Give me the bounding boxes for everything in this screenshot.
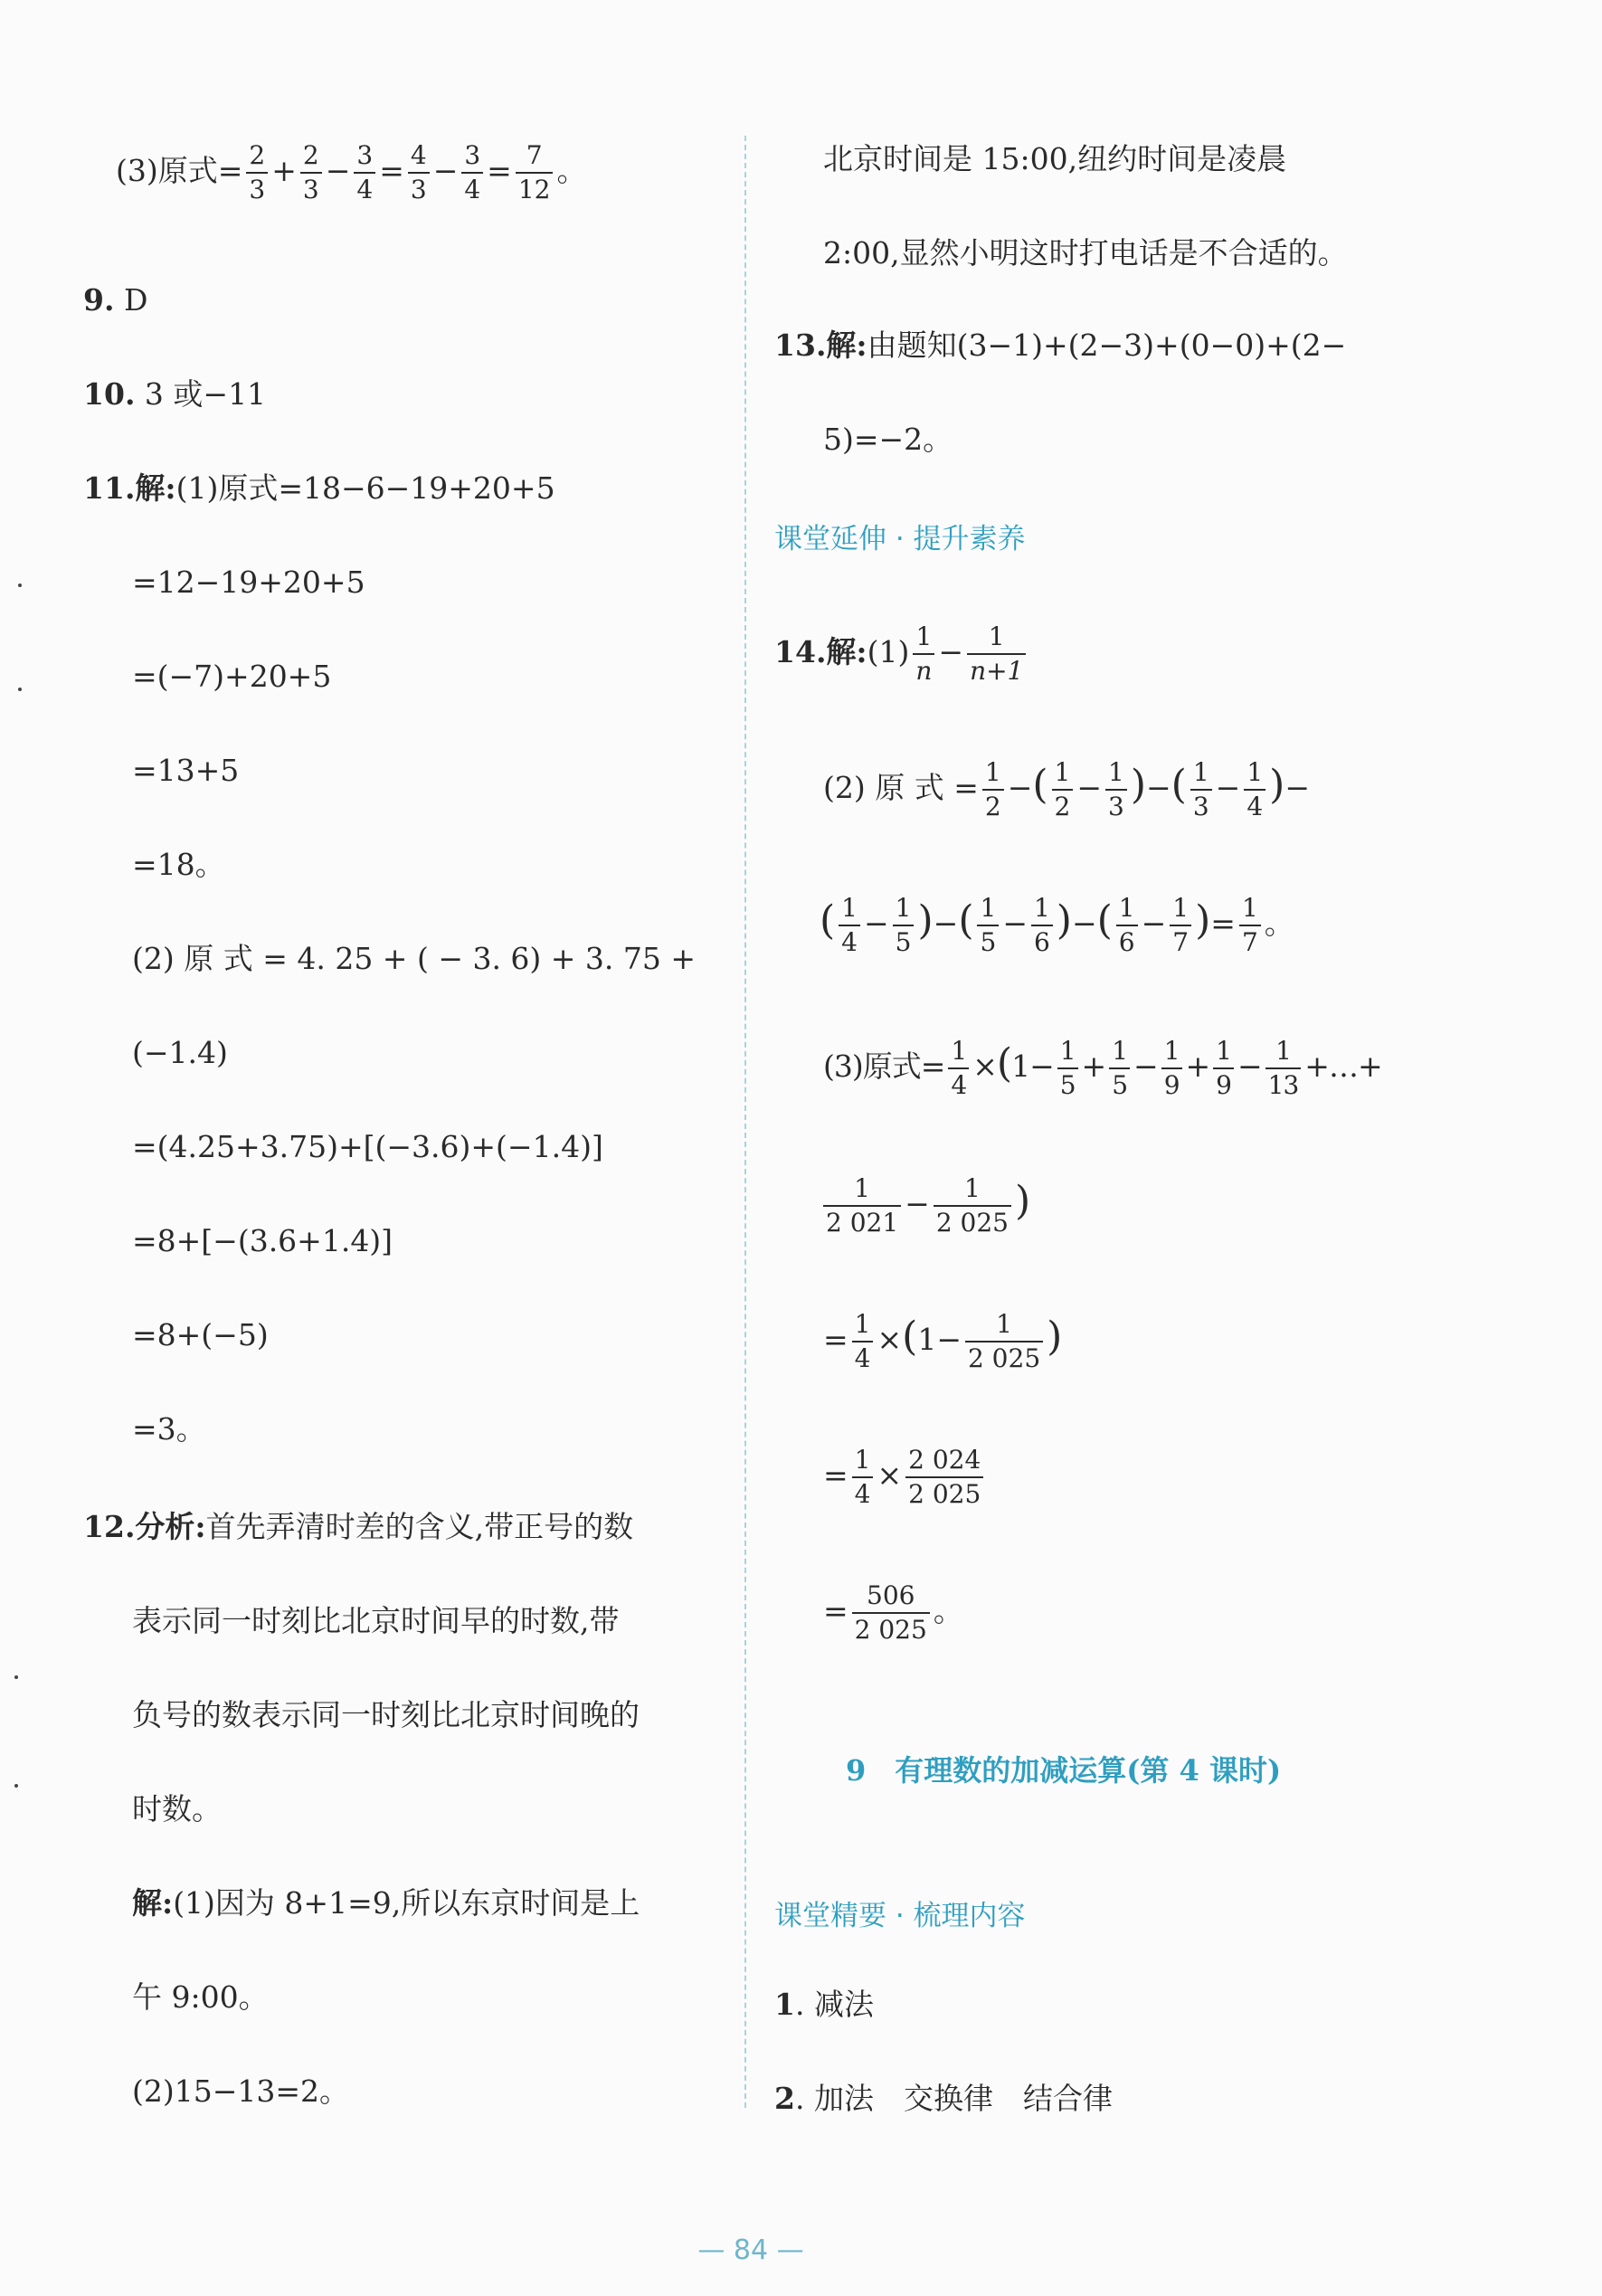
q14-part3-line3: = $\frac{1}{4}$ ×(1− $\frac{1}{2 025}$ ) [823,1309,1063,1373]
q11-line: (−1.4) [132,1035,228,1070]
fraction: $\frac{1}{n+1}$ [967,624,1026,684]
q11-line: =3。 [132,1411,206,1447]
q12-cont-line: 北京时间是 15:00,纽约时间是凌晨 [823,141,1287,176]
q8-prefix: (3)原式= [116,153,243,188]
q14-part1: 14.解:(1) $\frac{1}{n}$ − $\frac{1}{n+1}$ [774,624,1029,684]
q11-line-1: 11.解:(1)原式=18−6−19+20+5 [83,470,555,506]
q11-line: =8+[−(3.6+1.4)] [132,1223,393,1258]
q14-part2-line2: ( $\frac{1}{4}$ − $\frac{1}{5}$ )−( $\frac{1}{5}$ − $\frac{1}{6}$ )−( $\frac{1}{6}$ − $\frac{1}{7}$ )= $\frac{1}{7}$ 。 [820,893,1294,957]
summary-item-1: 1. 减法 [774,1987,874,2022]
q14-part3-line5: = $\frac{506}{2 025}$ 。 [823,1580,963,1645]
q12-cont-line: 2:00,显然小明这时打电话是不合适的。 [823,235,1348,270]
fraction: $\frac{7}{12}$ [516,143,554,203]
margin-dot [14,1784,18,1788]
section-heading-extension: 课堂延伸 · 提升素养 [774,523,1026,555]
margin-dot [18,583,22,587]
q12-analysis-line: 时数。 [132,1791,222,1826]
q13-line: 5)=−2。 [823,422,953,457]
fraction: $\frac{1}{n}$ [913,624,934,684]
q11-line: (2) 原 式 = 4. 25 + ( − 3. 6) + 3. 75 + [132,941,697,976]
section-heading-summary: 课堂精要 · 梳理内容 [774,1900,1026,1932]
q10: 10. 3 或−11 [83,376,267,412]
q8-part3: (3)原式= $\frac{2}{3}$ + $\frac{2}{3}$ − $\frac{3}{4}$ = $\frac{4}{3}$ − $\frac{3}{4}$ = $\frac{7}{12}$ 。 [116,140,587,204]
summary-item-2: 2. 加法 交换律 结合律 [774,2081,1113,2116]
q14-part2-line1: (2) 原 式 = $\frac{1}{2}$ −( $\frac{1}{2}$ − $\frac{1}{3}$ )−( $\frac{1}{3}$ − $\frac{1}{4}$ )− [823,757,1310,821]
column-divider [744,136,746,2108]
q14-part3-line1: (3)原式= $\frac{1}{4}$ ×(1− $\frac{1}{5}$ + $\frac{1}{5}$ − $\frac{1}{9}$ + $\frac{1}{9}$ − $\frac{1}{13}$ +…+ [823,1036,1382,1100]
fraction: $\frac{2}{3}$ [246,143,268,203]
q13-line-1: 13.解:由题知(3−1)+(2−3)+(0−0)+(2− [774,327,1347,363]
q12-solution-line-1: 解:(1)因为 8+1=9,所以东京时间是上 [132,1885,640,1921]
fraction: $\frac{4}{3}$ [408,143,430,203]
q11-line: =(−7)+20+5 [132,659,332,694]
q12-solution-line: (2)15−13=2。 [132,2073,350,2109]
q11-line: =13+5 [132,753,240,788]
q14-part3-line2: $\frac{1}{2 021}$ − $\frac{1}{2 025}$ ) [820,1176,1030,1236]
fraction: $\frac{2}{3}$ [300,143,322,203]
fraction: $\frac{3}{4}$ [354,143,375,203]
q11-line: =(4.25+3.75)+[(−3.6)+(−1.4)] [132,1129,603,1164]
fraction: $\frac{3}{4}$ [461,143,483,203]
page-number: — 84 — [697,2234,804,2266]
q14-part3-line4: = $\frac{1}{4}$ × $\frac{2 024}{2 025}$ [823,1447,987,1507]
q12-analysis-line: 负号的数表示同一时刻比北京时间晚的 [132,1697,640,1732]
q12-analysis-line-1: 12.分析:首先弄清时差的含义,带正号的数 [83,1509,634,1544]
lesson-title: 9 有理数的加减运算(第 4 课时) [846,1753,1282,1788]
q12-analysis-line: 表示同一时刻比北京时间早的时数,带 [132,1603,620,1638]
q11-line: =8+(−5) [132,1317,269,1352]
q9: 9. D [83,282,148,318]
margin-dot [18,688,22,691]
q11-line: =18。 [132,847,225,882]
margin-dot [14,1675,18,1679]
q11-line: =12−19+20+5 [132,565,365,600]
q12-solution-line: 午 9:00。 [132,1979,269,2015]
